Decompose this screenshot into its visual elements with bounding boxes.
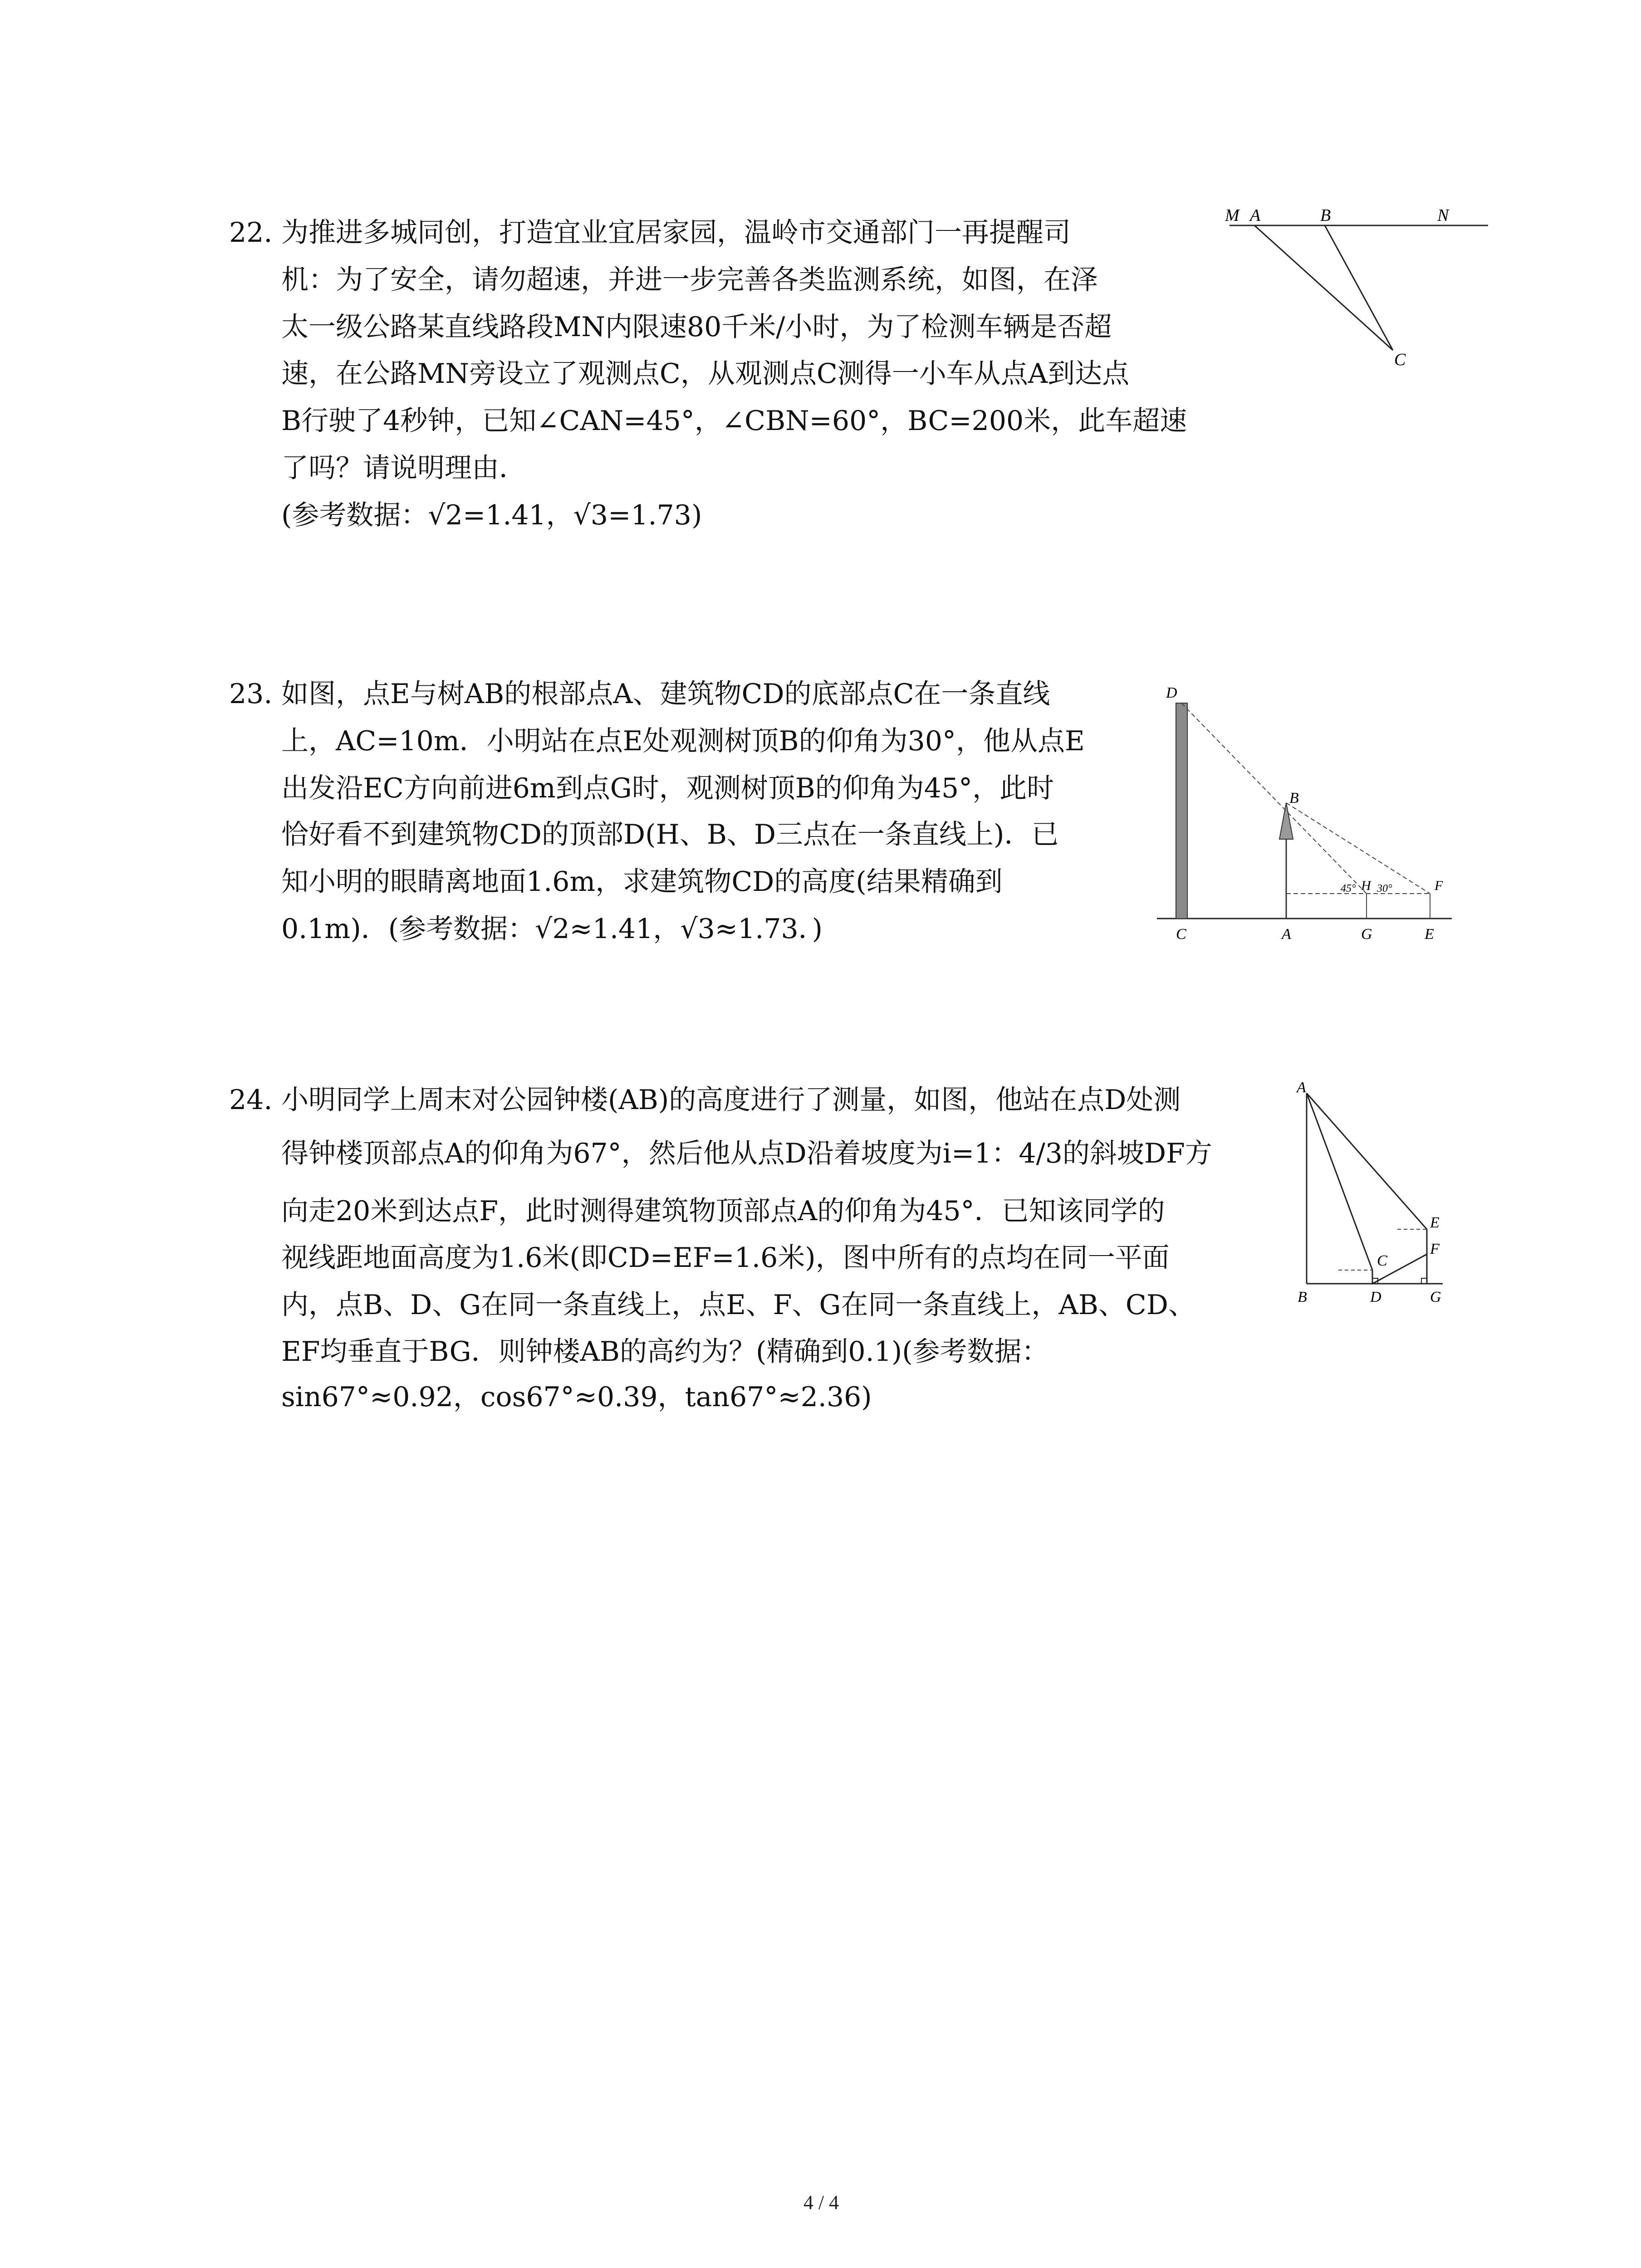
- problem-text-line: 向走20米到达点F，此时测得建筑物顶部点A的仰角为45°．已知该同学的: [281, 1195, 1165, 1227]
- reference-data-line: 0.1m)．(参考数据：√2≈1.41，√3≈1.73．): [281, 913, 823, 945]
- label-M: M: [1225, 206, 1239, 225]
- problem-text-line: 出发沿EC方向前进6m到点G时，观测树顶B的仰角为45°，此时: [281, 772, 1054, 804]
- problem-text-line: 了吗？请说明理由．: [281, 452, 526, 484]
- problem-text-line: 速，在公路MN旁设立了观测点C，从观测点C测得一小车从点A到达点: [281, 358, 1130, 390]
- angle-45: 45°: [1341, 883, 1356, 894]
- label-A: A: [1250, 206, 1261, 225]
- problem-text-line: 内，点B、D、G在同一条直线上，点E、F、G在同一条直线上，AB、CD、: [281, 1289, 1195, 1321]
- label-E: E: [1430, 1214, 1440, 1231]
- problem-text-line: 恰好看不到建筑物CD的顶部D(H、B、D三点在一条直线上)．已: [281, 819, 1059, 850]
- label-D: D: [1166, 684, 1177, 701]
- problem-text-line: 得钟楼顶部点A的仰角为67°，然后他从点D沿着坡度为i=1：4/3的斜坡DF方: [281, 1138, 1212, 1169]
- problem-text-line: 视线距地面高度为1.6米(即CD=EF=1.6米)，图中所有的点均在同一平面: [281, 1242, 1170, 1274]
- label-G: G: [1430, 1289, 1441, 1305]
- label-C: C: [1377, 1252, 1387, 1269]
- problem-text-line: 机：为了安全，请勿超速，并进一步完善各类监测系统，如图，在泽: [281, 264, 1098, 296]
- figure-24: [1288, 1075, 1470, 1313]
- label-C: C: [1176, 926, 1186, 943]
- reference-data-line: sin67°≈0.92，cos67°≈0.39，tan67°≈2.36): [281, 1381, 872, 1413]
- problem-text-line: 如图，点E与树AB的根部点A、建筑物CD的底部点C在一条直线: [281, 678, 1050, 710]
- problem-text-line: 为推进多城同创，打造宜业宜居家园，温岭市交通部门一再提醒司: [281, 217, 1071, 249]
- label-N: N: [1437, 206, 1449, 225]
- label-D: D: [1370, 1289, 1381, 1305]
- problem-text-line: EF均垂直于BG．则钟楼AB的高约为？(精确到0.1)(参考数据：: [281, 1336, 1049, 1368]
- figure-23: [1152, 667, 1461, 950]
- label-B: B: [1320, 206, 1331, 225]
- label-H: H: [1361, 878, 1371, 893]
- label-E: E: [1425, 926, 1434, 943]
- problem-number: 22.: [229, 217, 273, 249]
- label-G: G: [1361, 926, 1372, 943]
- angle-30: 30°: [1377, 883, 1392, 894]
- label-F: F: [1430, 1241, 1440, 1257]
- problem-text-line: B行驶了4秒钟，已知∠CAN=45°，∠CBN=60°，BC=200米，此车超速: [281, 405, 1187, 437]
- problem-number: 23.: [229, 678, 273, 710]
- page-number: 4 / 4: [803, 2191, 839, 2214]
- figure-22: [1211, 204, 1502, 387]
- label-A: A: [1297, 1079, 1306, 1096]
- problem-text-line: 太一级公路某直线路段MN内限速80千米/小时，为了检测车辆是否超: [281, 311, 1112, 343]
- label-A: A: [1282, 926, 1291, 943]
- label-F: F: [1435, 878, 1443, 893]
- problem-text-line: 知小明的眼睛离地面1.6m，求建筑物CD的高度(结果精确到: [281, 866, 1003, 898]
- problem-text-line: 小明同学上周末对公园钟楼(AB)的高度进行了测量，如图，他站在点D处测: [281, 1084, 1181, 1116]
- problem-text-line: 上，AC=10m．小明站在点E处观测树顶B的仰角为30°，他从点E: [281, 725, 1085, 757]
- label-B: B: [1298, 1289, 1307, 1305]
- problem-number: 24.: [229, 1084, 273, 1116]
- reference-data-line: (参考数据：√2=1.41，√3=1.73): [281, 499, 702, 531]
- label-C: C: [1394, 350, 1406, 369]
- label-B: B: [1289, 790, 1299, 807]
